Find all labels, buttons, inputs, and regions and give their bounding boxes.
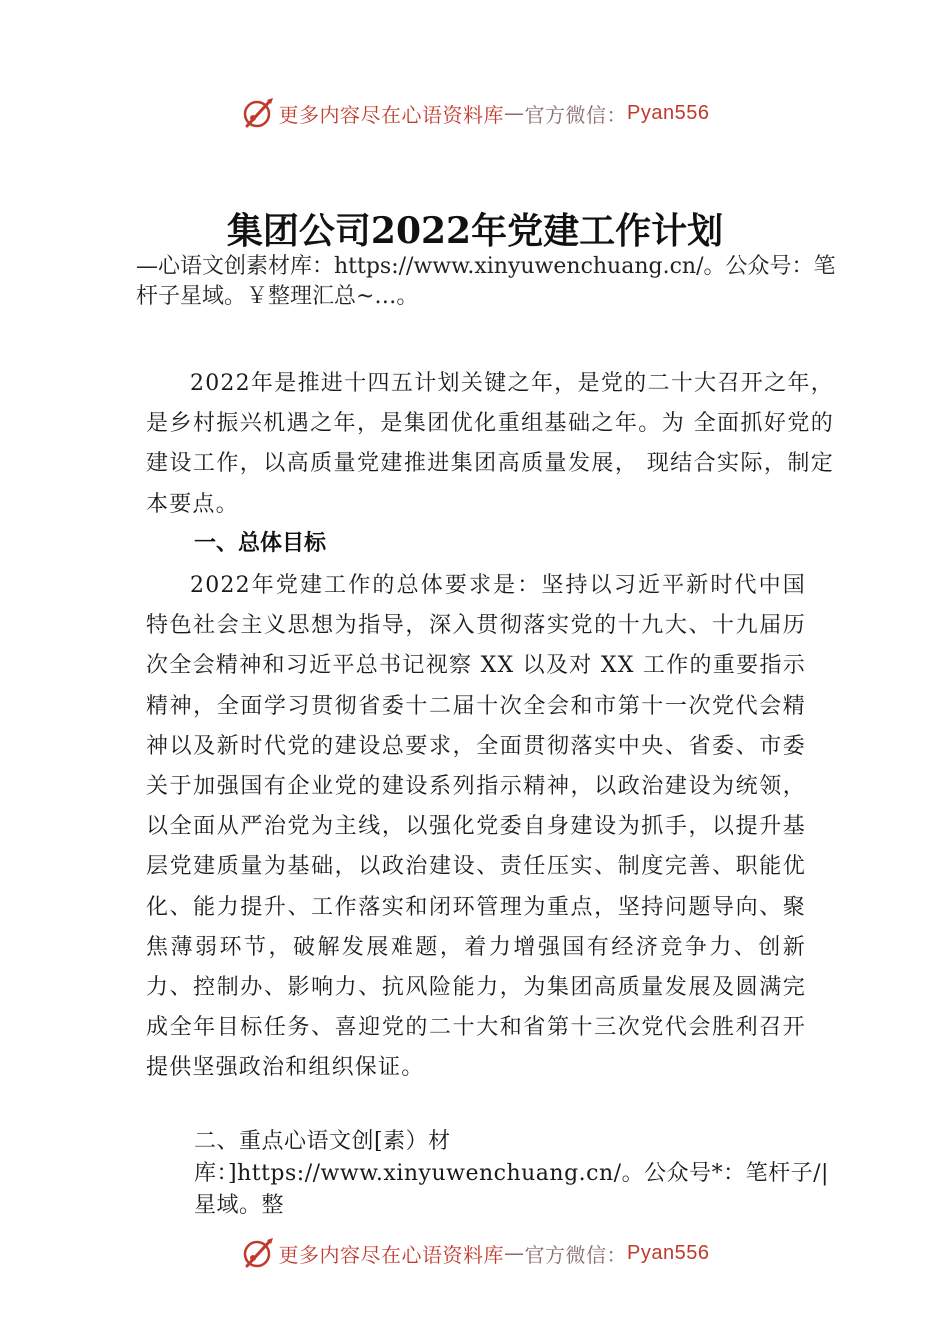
banner-account: Pyan556	[627, 1241, 710, 1264]
banner-separator: —	[504, 1241, 525, 1265]
banner-wechat-label: 官方微信：	[524, 102, 628, 127]
banner-main-text: 更多内容尽在心语资料库	[278, 102, 505, 127]
paragraph-text: 2022年是推进十四五计划关键之年，是党的二十大召开之年，是乡村振兴机遇之年，是集团优化重组基础之年。为 全面抓好党的建设工作，以高质量党建推进集团高质量发展， 现结合实际，制定本要点。	[146, 371, 834, 517]
brush-logo-icon	[241, 1236, 275, 1270]
banner-main-text: 更多内容尽在心语资料库	[278, 1242, 505, 1267]
paragraph-text: 2022年党建工作的总体要求是：坚持以习近平新时代中国特色社会主义思想为指导，深入贯彻落实党的十九大、十九届历次全会精神和习近平总书记视察 XX 以及对 XX 工作的重要指示精神，全面学习贯彻省委十二届十次全会和市第十一次党代会精神以及新时代党的建设总要求，全面贯彻落实中央、省委、市委关于加强国有企业党的建设系列指示精神，以政治建设为统领，以全面从严治党为主线，以强化党委自身建设为抓手，以提升基层党建质量为基础，以政治建设、责任压实、制度完善、职能优化、能力提升、工作落实和闭环管理为重点，坚持问题导向、聚焦薄弱环节，破解发展难题，着力增强国有经济竞争力、创新力、控制办、影响力、抗风险能力，为集团高质量发展及圆满完成全年目标任务、喜迎党的二十大和省第十三次党代会胜利召开提供坚强政治和组织保证。	[146, 573, 806, 1081]
section-heading-key-points: 二、重点心语文创[素）材库：]https://www.xinyuwenchuang.cn/。公众号*：笔杆子/|星域。整	[194, 1129, 829, 1218]
banner-separator: —	[504, 101, 525, 125]
source-note: —心语文创素材库：https://www.xinyuwenchuang.cn/。公众号：笔杆子星域。￥整理汇总~…。	[136, 254, 836, 309]
goal-paragraph	[146, 566, 806, 1089]
section-heading-overall-goal: 一、总体目标	[194, 531, 327, 556]
document-title: 集团公司2022年党建工作计划	[226, 210, 724, 252]
banner-account: Pyan556	[627, 101, 710, 124]
intro-paragraph	[146, 364, 834, 525]
brush-logo-icon	[241, 96, 275, 130]
footer-banner	[0, 1236, 950, 1270]
header-banner	[0, 96, 950, 130]
banner-wechat-label: 官方微信：	[524, 1242, 628, 1267]
